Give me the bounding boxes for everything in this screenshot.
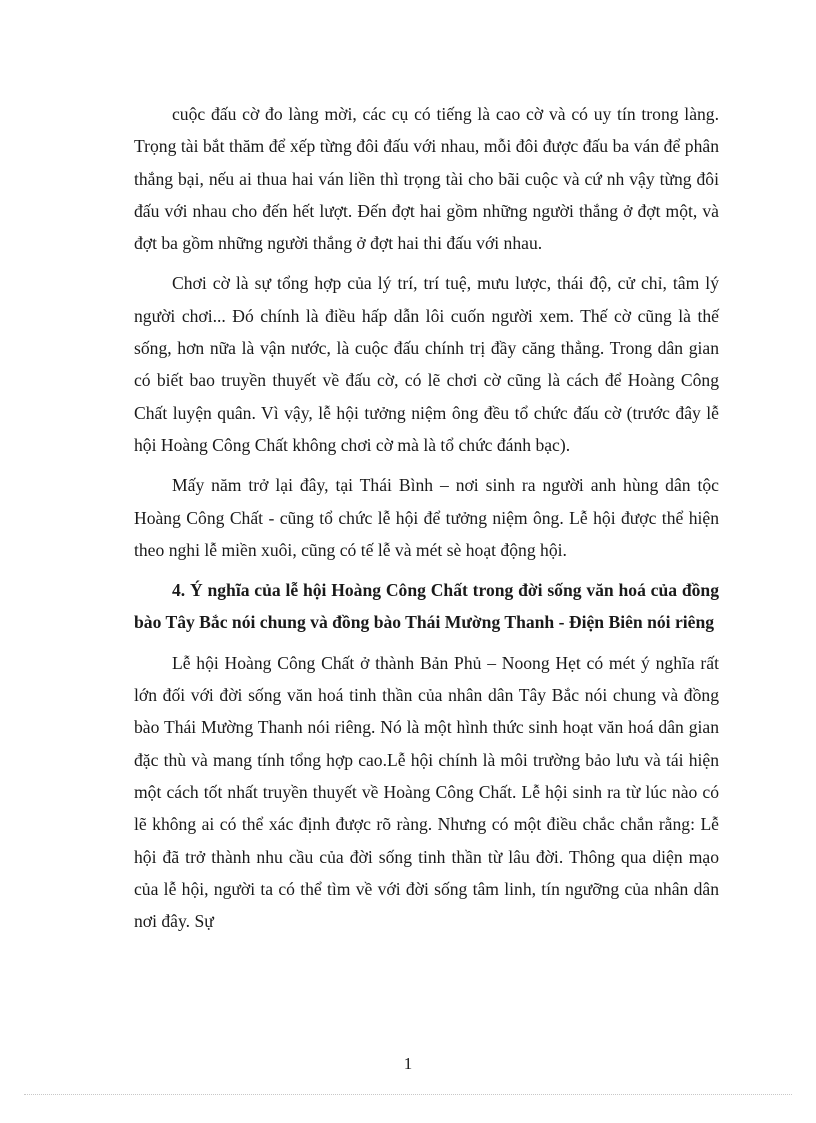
paragraph-festival-significance: Lễ hội Hoàng Công Chất ở thành Bản Phủ – Noong Hẹt có mét ý nghĩa rất lớn đối với đời sống văn hoá tinh thần của nhân dân Tây Bắc nói chung và đồng bào Thái Mường Thanh nói riêng. Nó là một hình thức sinh hoạt văn hoá dân gian đặc thù và mang tính tổng hợp cao.Lễ hội chính là môi trường bảo lưu và tái hiện một cách tốt nhất truyền thuyết về Hoàng Công Chất. Lễ hội sinh ra từ lúc nào có lẽ không ai có thể xác định được rõ ràng. Nhưng có một điều chắc chắn rằng: Lễ hội đã trở thành nhu cầu của đời sống tinh thần từ lâu đời. Thông qua diện mạo của lễ hội, người ta có thể tìm về với đời sống tâm linh, tín ngưỡng của nhân dân nơi đây. Sự xyxy=(134,652,719,932)
section-heading: 4. Ý nghĩa của lễ hội Hoàng Công Chất trong đời sống văn hoá của đồng bào Tây Bắc nói chung và đồng bào Thái Mường Thanh - Điện Biên nói riêng xyxy=(134,580,719,633)
page-number: 1 xyxy=(403,1054,413,1073)
paragraph-chess-meaning: Chơi cờ là sự tổng hợp của lý trí, trí tuệ, mưu lược, thái độ, cử chỉ, tâm lý người chơi... Đó chính là điều hấp dẫn lôi cuốn người xem. Thế cờ cũng là thế sống, hơn nữa là vận nước, là cuộc đấu chính trị đầy căng thẳng. Trong dân gian có biết bao truyền thuyết về đấu cờ, có lẽ chơi cờ cũng là cách để Hoàng Công Chất luyện quân. Vì vậy, lễ hội tưởng niệm ông đều tổ chức đấu cờ (trước đây lễ hội Hoàng Công Chất không chơi cờ mà là tổ chức đánh bạc). xyxy=(134,273,719,455)
document-page xyxy=(134,98,719,937)
page-bottom-divider xyxy=(24,1094,792,1095)
paragraph-chess-tournament: cuộc đấu cờ đo làng mời, các cụ có tiếng là cao cờ và có uy tín trong làng. Trọng tài bắt thăm để xếp từng đôi đấu với nhau, mỗi đôi được đấu ba ván để phân thắng bại, nếu ai thua hai ván liền thì trọng tài cho bãi cuộc và cứ nh vậy từng đôi đấu với nhau cho đến hết lượt. Đến đợt hai gồm những người thắng ở đợt một, và đợt ba gồm những người thắng ở đợt hai thi đấu với nhau. xyxy=(134,104,719,254)
paragraph-thai-binh-festival: Mấy năm trở lại đây, tại Thái Bình – nơi sinh ra người anh hùng dân tộc Hoàng Công Chất - cũng tổ chức lễ hội để tưởng niệm ông. Lễ hội được thể hiện theo nghi lễ miền xuôi, cũng có tế lễ và mét sè hoạt động hội. xyxy=(134,475,719,560)
